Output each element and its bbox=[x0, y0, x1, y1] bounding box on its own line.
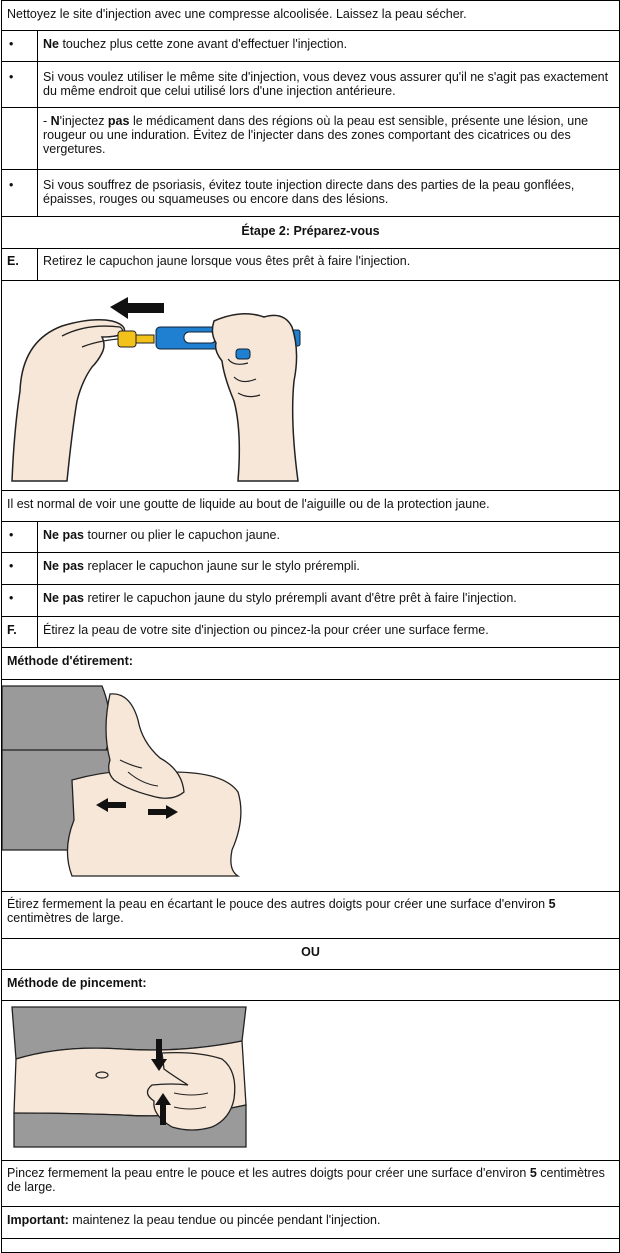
instructions-table bbox=[1, 0, 620, 1253]
step-e-label: E. bbox=[2, 249, 38, 281]
step-f-text: Étirez la peau de votre site d'injection ou pincez-la pour créer une surface ferme. bbox=[38, 617, 620, 648]
pinch-image-cell bbox=[2, 1001, 620, 1161]
pen-removal-illustration bbox=[2, 281, 322, 486]
row-clean-site bbox=[2, 1, 620, 31]
step2-heading: Étape 2: Préparez-vous bbox=[2, 217, 620, 249]
step-f-label: F. bbox=[2, 617, 38, 648]
left-hand-shape bbox=[12, 320, 125, 481]
bullet-icon: • bbox=[2, 553, 38, 585]
same-site-text: Si vous voulez utiliser le même site d'injection, vous devez vous assurer qu'il ne s'agit pas exactement du même endroit que celui utilisé lors d'une injection antérieure. bbox=[38, 62, 620, 108]
arrow-left-icon bbox=[110, 297, 164, 319]
no-recap-text: Ne pas replacer le capuchon jaune sur le stylo prérempli. bbox=[38, 553, 620, 585]
pinch-method-illustration bbox=[2, 1001, 252, 1151]
row-important bbox=[2, 1207, 620, 1239]
next-row-partial bbox=[2, 1239, 620, 1253]
stretch-text: Étirez fermement la peau en écartant le pouce des autres doigts pour créer une surface d'environ 5 centimètres de large. bbox=[2, 892, 620, 939]
stretch-image-cell bbox=[2, 680, 620, 892]
row-pinch-title bbox=[2, 970, 620, 1001]
row-stretch-text bbox=[2, 892, 620, 939]
row-stretch-image bbox=[2, 680, 620, 892]
yellow-cap bbox=[118, 331, 136, 347]
row-stretch-title bbox=[2, 648, 620, 680]
row-no-early-removal bbox=[2, 585, 620, 617]
no-twist-text: Ne pas tourner ou plier le capuchon jaune. bbox=[38, 522, 620, 553]
row-step-f bbox=[2, 617, 620, 648]
or-separator: OU bbox=[2, 939, 620, 970]
row-no-recap bbox=[2, 553, 620, 585]
row-step2-header bbox=[2, 217, 620, 249]
bullet-icon: • bbox=[2, 522, 38, 553]
row-same-site bbox=[2, 62, 620, 108]
pinch-title: Méthode de pincement: bbox=[2, 970, 620, 1001]
drop-info-text: Il est normal de voir une goutte de liquide au bout de l'aiguille ou de la protection jaune. bbox=[2, 491, 620, 522]
row-psoriasis bbox=[2, 170, 620, 217]
row-do-not-touch bbox=[2, 31, 620, 62]
row-pen-image bbox=[2, 281, 620, 491]
bullet-icon: • bbox=[2, 62, 38, 108]
row-avoid-areas bbox=[2, 108, 620, 170]
row-pinch-text bbox=[2, 1161, 620, 1207]
do-not-touch-text: Ne touchez plus cette zone avant d'effectuer l'injection. bbox=[38, 31, 620, 62]
bullet-icon: • bbox=[2, 31, 38, 62]
avoid-areas-text: - N'injectez pas le médicament dans des régions où la peau est sensible, présente une lésion, une rougeur ou une induration. Évitez de l'injecter dans des zones comportant des cicatrices ou des vergetures. bbox=[38, 108, 620, 170]
row-next-cut bbox=[2, 1239, 620, 1253]
step-e-text: Retirez le capuchon jaune lorsque vous êtes prêt à faire l'injection. bbox=[38, 249, 620, 281]
no-early-removal-text: Ne pas retirer le capuchon jaune du stylo prérempli avant d'être prêt à faire l'injection. bbox=[38, 585, 620, 617]
stretch-title: Méthode d'étirement: bbox=[2, 648, 620, 680]
row-no-twist bbox=[2, 522, 620, 553]
stretch-method-illustration bbox=[2, 680, 252, 880]
important-text: Important: maintenez la peau tendue ou pincée pendant l'injection. bbox=[2, 1207, 620, 1239]
row-drop-info bbox=[2, 491, 620, 522]
row-step-e bbox=[2, 249, 620, 281]
pinch-text: Pincez fermement la peau entre le pouce et les autres doigts pour créer une surface d'environ 5 centimètres de large. bbox=[2, 1161, 620, 1207]
row-pinch-image bbox=[2, 1001, 620, 1161]
row-or bbox=[2, 939, 620, 970]
pen-image-cell bbox=[2, 281, 620, 491]
right-hand-shape bbox=[212, 314, 298, 481]
empty-cell bbox=[2, 108, 38, 170]
psoriasis-text: Si vous souffrez de psoriasis, évitez toute injection directe dans des parties de la peau gonflées, épaisses, rouges ou squameuses ou encore dans des lésions. bbox=[38, 170, 620, 217]
bullet-icon: • bbox=[2, 585, 38, 617]
bullet-icon: • bbox=[2, 170, 38, 217]
clean-site-text: Nettoyez le site d'injection avec une compresse alcoolisée. Laissez la peau sécher. bbox=[2, 1, 620, 31]
